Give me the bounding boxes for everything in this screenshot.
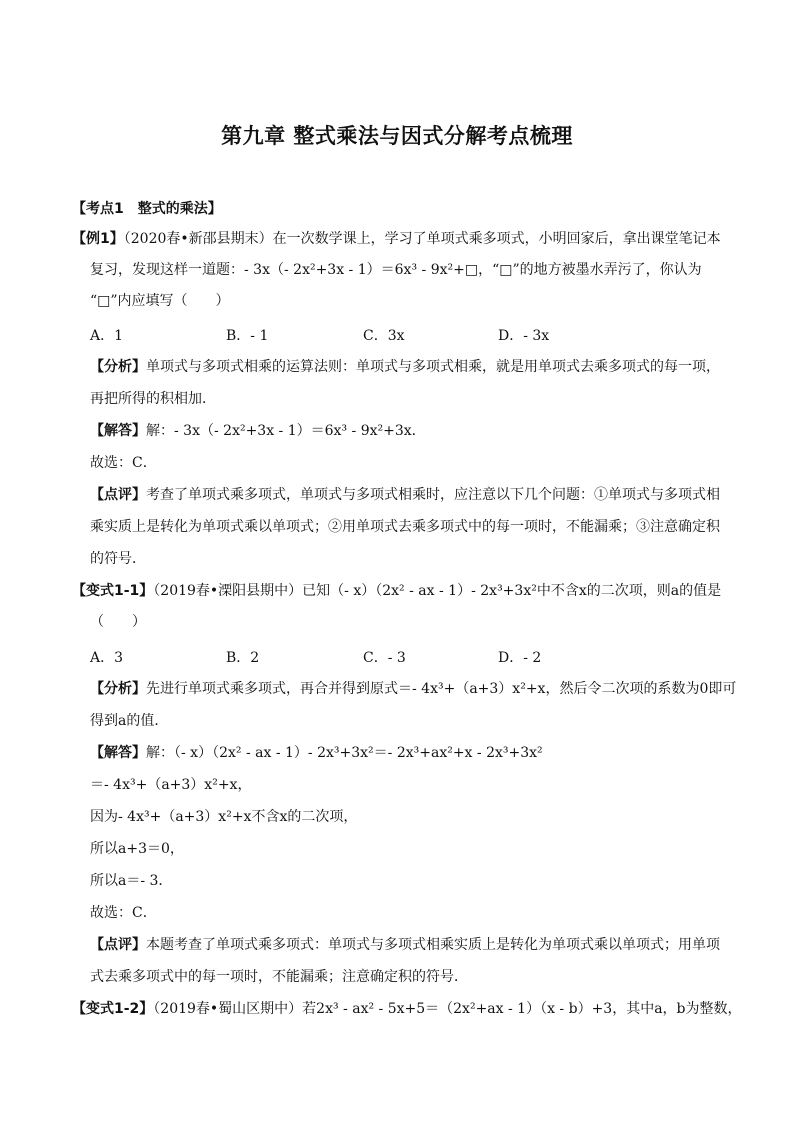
answer-label: 【解答】 — [90, 423, 146, 439]
example-1-choice-d: D．- 3x — [498, 328, 550, 344]
example-1-comment — [90, 485, 720, 505]
analysis-label: 【分析】 — [90, 681, 146, 697]
variation-1-2-text-1: （2019春•蜀山区期中）若2x³ - ax² - 5x+5＝（2x²+ax - 1）（x - b）+3，其中a，b为整数， — [153, 1001, 742, 1017]
example-1-label: 【例1】 — [72, 231, 124, 247]
variation-1-1-comment — [90, 935, 720, 955]
example-1-answer — [90, 421, 426, 441]
variation-1-1-answer-4: 所以a+3＝0， — [90, 841, 184, 857]
variation-1-1-choice-c: C．- 3 — [363, 650, 406, 666]
variation-1-1-answer-5: 所以a＝- 3． — [90, 873, 173, 889]
variation-1-1-analysis-2: 得到a的值． — [90, 713, 169, 729]
variation-1-1-answer-2: ＝- 4x³+（a+3）x²+x， — [90, 777, 252, 793]
variation-1-1-label: 【变式1-1】 — [72, 583, 154, 599]
section-heading: 【考点1 整式的乘法】 — [72, 201, 222, 217]
answer-text: 解：（- x）（2x² - ax - 1）- 2x³+3x²＝- 2x³+ax²+x - 2x³+3x² — [146, 745, 543, 761]
page-title: 第九章 整式乘法与因式分解考点梳理 — [221, 124, 573, 148]
answer-text: 解：- 3x（- 2x²+3x - 1）＝6x³ - 9x²+3x． — [146, 423, 426, 439]
comment-text: 本题考查了单项式乘多项式：单项式与多项式相乘实质上是转化为单项式乘以单项式；用单项 — [146, 937, 720, 953]
variation-1-1-line-2: （ ） — [90, 614, 146, 630]
variation-1-2-label: 【变式1-2】 — [72, 1001, 154, 1017]
example-1-choice-a: A．1 — [90, 328, 124, 344]
variation-1-1-comment-2: 式去乘多项式中的每一项时，不能漏乘；注意确定积的符号． — [90, 969, 468, 985]
variation-1-1-choice-d: D．- 2 — [498, 650, 542, 666]
variation-1-1-choice-b: B．2 — [226, 650, 260, 666]
example-1-comment-3: 的符号． — [90, 551, 146, 567]
variation-1-1-choose: 故选：C． — [90, 905, 157, 921]
example-1-comment-2: 乘实质上是转化为单项式乘以单项式；②用单项式去乘多项式中的每一项时，不能漏乘；③注意确定积 — [90, 519, 720, 535]
comment-text: 考查了单项式乘多项式，单项式与多项式相乘时，应注意以下几个问题：①单项式与多项式相 — [146, 487, 720, 503]
variation-1-1-answer-3: 因为- 4x³+（a+3）x²+x不含x的二次项， — [90, 809, 358, 825]
example-1-choose: 故选：C． — [90, 455, 157, 471]
analysis-text: 先进行单项式乘多项式，再合并得到原式＝- 4x³+（a+3）x²+x，然后令二次项的系数为0即可 — [146, 681, 737, 697]
analysis-text: 单项式与多项式相乘的运算法则：单项式与多项式相乘，就是用单项式去乘多项式的每一项， — [146, 359, 720, 375]
variation-1-1-line-1 — [72, 581, 721, 601]
example-1-choice-c: C．3x — [363, 328, 405, 344]
example-1-analysis — [90, 357, 720, 377]
variation-1-1-answer — [90, 743, 543, 763]
analysis-label: 【分析】 — [90, 359, 146, 375]
example-1-choice-b: B．- 1 — [226, 328, 269, 344]
variation-1-1-text-1: （2019春•溧阳县期中）已知（- x）（2x² - ax - 1）- 2x³+3x²中不含x的二次项，则a的值是 — [153, 583, 722, 599]
example-1-line-2: 复习，发现这样一道题：- 3x（- 2x²+3x - 1）＝6x³ - 9x²+□，“□”的地方被墨水弄污了，你认为 — [90, 262, 702, 278]
example-1-line-3: “□”内应填写（ ） — [90, 293, 230, 309]
answer-label: 【解答】 — [90, 745, 146, 761]
example-1-text-1: （2020春•新邵县期末）在一次数学课上，学习了单项式乘多项式，小明回家后，拿出课堂笔记本 — [123, 231, 721, 247]
comment-label: 【点评】 — [90, 487, 146, 503]
variation-1-2-line-1 — [72, 999, 742, 1019]
example-1-line-1 — [72, 229, 721, 249]
variation-1-1-choice-a: A．3 — [90, 650, 124, 666]
variation-1-1-analysis — [90, 679, 736, 699]
comment-label: 【点评】 — [90, 937, 146, 953]
example-1-analysis-2: 再把所得的积相加． — [90, 391, 216, 407]
